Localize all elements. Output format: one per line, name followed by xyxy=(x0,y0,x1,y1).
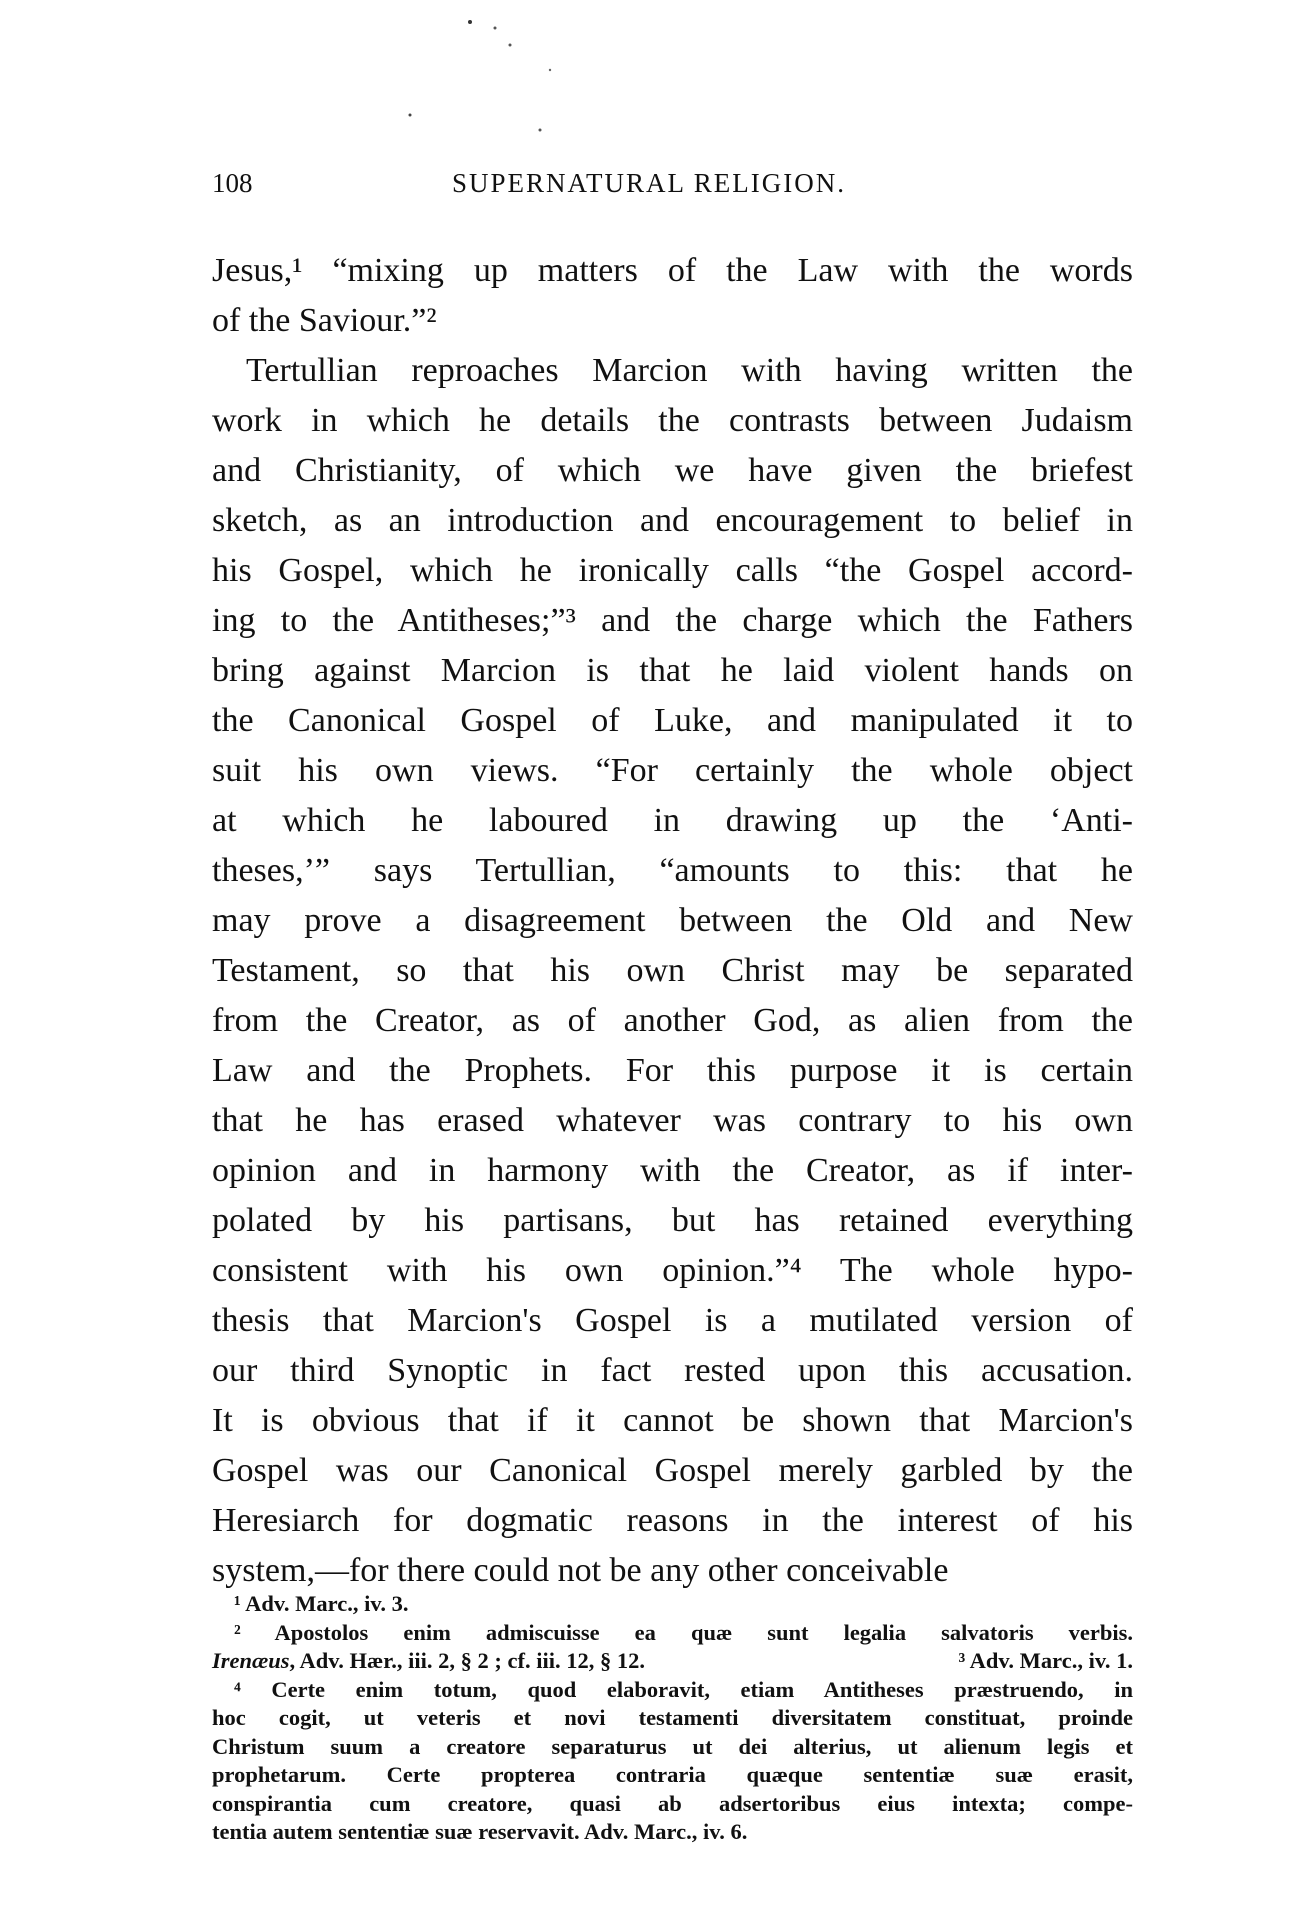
text-line: at which he laboured in drawing up the ‘Anti- xyxy=(212,802,1133,839)
text-line: our third Synoptic in fact rested upon this accusation. xyxy=(212,1352,1133,1389)
text-line: work in which he details the contrasts between Judaism xyxy=(212,402,1133,439)
page-number: 108 xyxy=(212,168,253,198)
text-line: Tertullian reproaches Marcion with having written the xyxy=(246,352,1133,389)
footnote-4-line: hoc cogit, ut veteris et novi testamenti diversitatem constituat, proinde xyxy=(212,1705,1133,1730)
footnote-2-3-line xyxy=(212,1647,1133,1676)
footnote-4-line: conspirantia cum creatore, quasi ab adsertoribus eius intexta; compe- xyxy=(212,1790,1133,1816)
scan-specks xyxy=(390,10,590,160)
body-text xyxy=(212,246,1133,1596)
text-line: Gospel was our Canonical Gospel merely garbled by the xyxy=(212,1452,1133,1489)
text-line: ing to the Antitheses;”³ and the charge which the Fathers xyxy=(212,602,1133,639)
page-header xyxy=(212,168,1133,208)
text-line: suit his own views. “For certainly the whole object xyxy=(212,752,1133,789)
footnote-2-citation xyxy=(212,1647,645,1676)
footnote-4-line: prophetarum. Certe propterea contraria quæque sententiæ suæ erasit, xyxy=(212,1762,1133,1787)
text-line: may prove a disagreement between the Old and New xyxy=(212,902,1133,939)
footnote-2-reference: , Adv. Hær., iii. 2, § 2 ; cf. iii. 12, § 12. xyxy=(289,1648,645,1673)
text-line: from the Creator, as of another God, as alien from the xyxy=(212,1002,1133,1039)
text-line: and Christianity, of which we have given the briefest xyxy=(212,452,1133,489)
text-line: that he has erased whatever was contrary to his own xyxy=(212,1102,1133,1139)
text-line: consistent with his own opinion.”⁴ The whole hypo- xyxy=(212,1252,1133,1289)
text-line: Jesus,¹ “mixing up matters of the Law with the words xyxy=(212,252,1133,289)
footnote-2-author: Irenæus xyxy=(212,1648,290,1673)
text-line: theses,’” says Tertullian, “amounts to this: that he xyxy=(212,852,1133,889)
text-line: opinion and in harmony with the Creator, as if inter- xyxy=(212,1152,1133,1189)
text-line: bring against Marcion is that he laid violent hands on xyxy=(212,652,1133,689)
footnotes xyxy=(212,1590,1133,1847)
text-line: polated by his partisans, but has retained everything xyxy=(212,1202,1133,1239)
text-line: system,—for there could not be any other conceivable xyxy=(212,1552,949,1589)
text-line: thesis that Marcion's Gospel is a mutilated version of xyxy=(212,1302,1133,1339)
text-line: sketch, as an introduction and encouragement to belief in xyxy=(212,502,1133,539)
footnote-4-line: Christum suum a creatore separaturus ut dei alterius, ut alienum legis et xyxy=(212,1733,1133,1759)
text-line: It is obvious that if it cannot be shown that Marcion's xyxy=(212,1402,1133,1439)
footnote-4-line: tentia autem sententiæ suæ reservavit. Adv. Marc., iv. 6. xyxy=(212,1819,748,1844)
text-line: the Canonical Gospel of Luke, and manipulated it to xyxy=(212,702,1133,739)
footnote-2: ² Apostolos enim admiscuisse ea quæ sunt legalia salvatoris verbis. xyxy=(234,1619,1133,1645)
text-line: Heresiarch for dogmatic reasons in the interest of his xyxy=(212,1502,1133,1539)
text-line: Testament, so that his own Christ may be separated xyxy=(212,952,1133,989)
text-line: Law and the Prophets. For this purpose it is certain xyxy=(212,1052,1133,1089)
footnote-1: ¹ Adv. Marc., iv. 3. xyxy=(234,1591,409,1616)
footnote-3: ³ Adv. Marc., iv. 1. xyxy=(958,1648,1133,1673)
text-line: of the Saviour.”² xyxy=(212,302,437,339)
footnote-4-line: ⁴ Certe enim totum, quod elaboravit, etiam Antitheses præstruendo, in xyxy=(234,1676,1133,1702)
running-title: SUPERNATURAL RELIGION. xyxy=(452,168,846,198)
text-line: his Gospel, which he ironically calls “the Gospel accord- xyxy=(212,552,1133,589)
